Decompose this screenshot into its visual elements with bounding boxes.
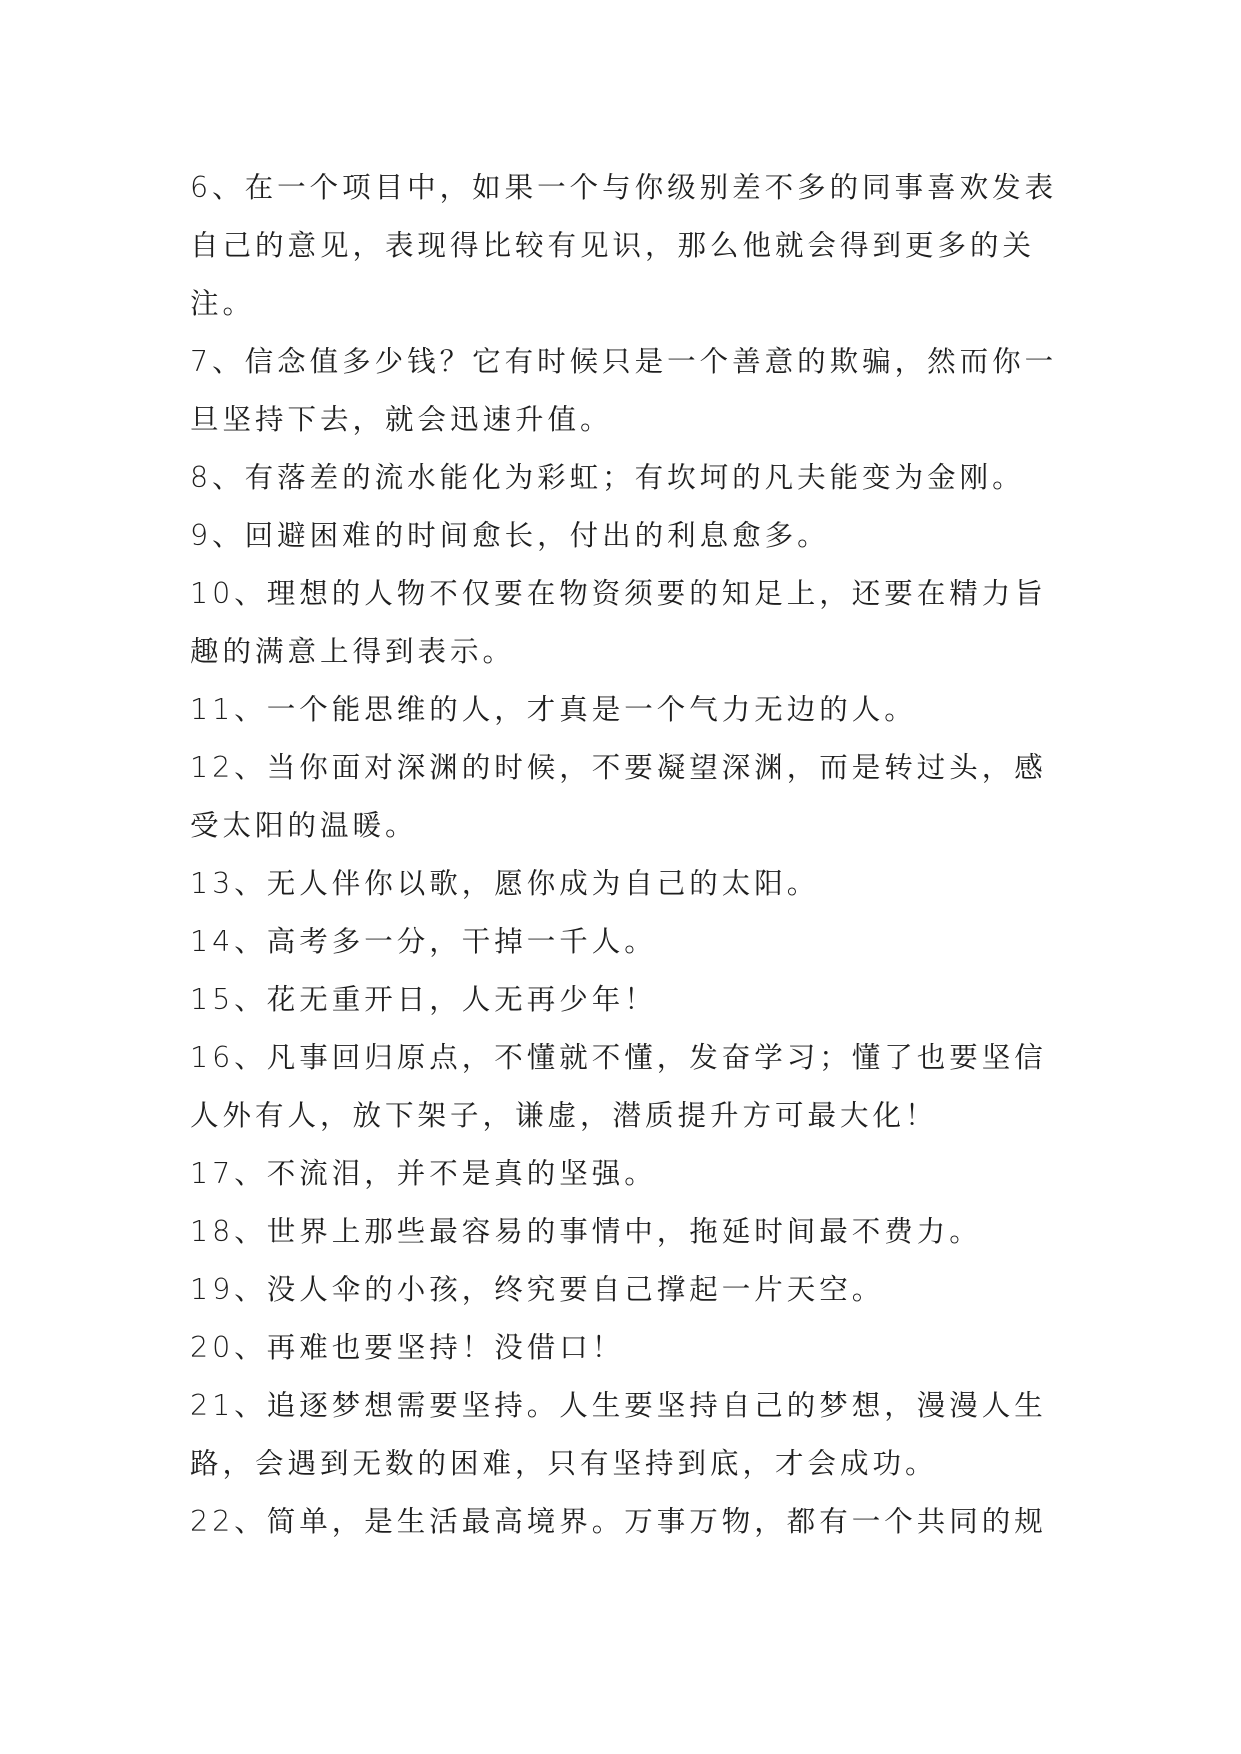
paragraph-6: 6、在一个项目中，如果一个与你级别差不多的同事喜欢发表自己的意见，表现得比较有见识，那么他就会得到更多的关注。	[190, 171, 1058, 320]
paragraph-12: 12、当你面对深渊的时候，不要凝望深渊，而是转过头，感受太阳的温暖。	[190, 751, 1047, 842]
paragraph-13: 13、无人伴你以歌，愿你成为自己的太阳。	[190, 867, 820, 900]
paragraph-20: 20、再难也要坚持！没借口！	[190, 1331, 625, 1364]
paragraph-7: 7、信念值多少钱？它有时候只是一个善意的欺骗，然而你一旦坚持下去，就会迅速升值。	[190, 345, 1058, 436]
paragraph-8: 8、有落差的流水能化为彩虹；有坎坷的凡夫能变为金刚。	[190, 461, 1025, 494]
paragraph-19: 19、没人伞的小孩，终究要自己撑起一片天空。	[190, 1273, 885, 1306]
paragraph-15: 15、花无重开日，人无再少年！	[190, 983, 657, 1016]
paragraph-21: 21、追逐梦想需要坚持。人生要坚持自己的梦想，漫漫人生路，会遇到无数的困难，只有坚持到底，才会成功。	[190, 1389, 1047, 1480]
paragraph-11: 11、一个能思维的人，才真是一个气力无边的人。	[190, 693, 917, 726]
document-body	[190, 159, 1060, 1551]
paragraph-17: 17、不流泪，并不是真的坚强。	[190, 1157, 657, 1190]
paragraph-16: 16、凡事回归原点，不懂就不懂，发奋学习；懂了也要坚信人外有人，放下架子，谦虚，潜质提升方可最大化！	[190, 1041, 1047, 1132]
paragraph-14: 14、高考多一分，干掉一千人。	[190, 925, 657, 958]
paragraph-22: 22、简单，是生活最高境界。万事万物，都有一个共同的规	[190, 1505, 1047, 1538]
paragraph-9: 9、回避困难的时间愈长，付出的利息愈多。	[190, 519, 830, 552]
paragraph-18: 18、世界上那些最容易的事情中，拖延时间最不费力。	[190, 1215, 982, 1248]
paragraph-10: 10、理想的人物不仅要在物资须要的知足上，还要在精力旨趣的满意上得到表示。	[190, 577, 1047, 668]
